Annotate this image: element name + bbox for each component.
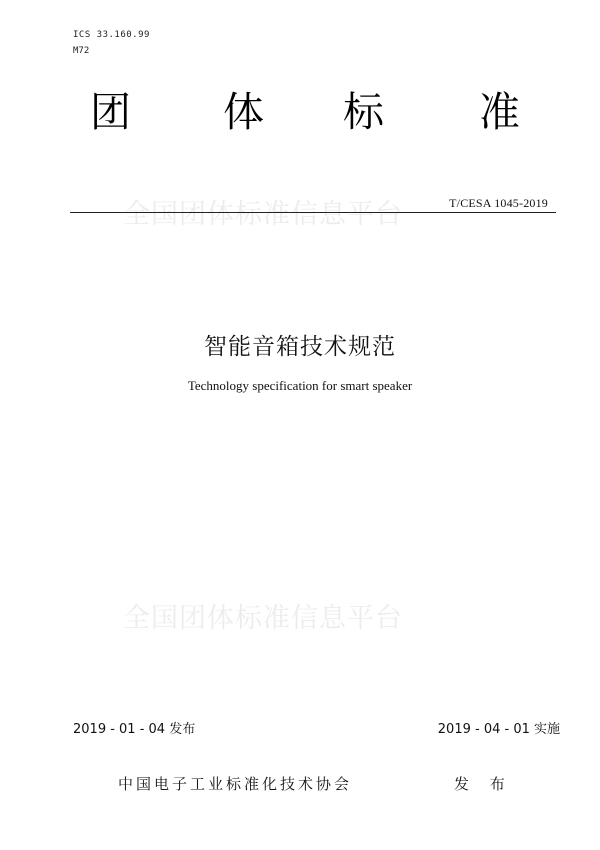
publish-date: 2019 - 01 - 04 发布: [73, 722, 196, 737]
issuing-organization: 中国电子工业标准化技术协会: [118, 775, 353, 793]
issue-label: 发 布: [454, 775, 513, 793]
header-divider: [70, 212, 556, 213]
document-title-english: Technology specification for smart speaker: [187, 378, 413, 393]
watermark-top: 全国团体标准信息平台: [123, 199, 403, 230]
classification-code: M72: [73, 46, 90, 56]
effective-date: 2019 - 04 - 01 实施: [437, 722, 560, 737]
watermark-bottom: 全国团体标准信息平台: [123, 603, 403, 634]
document-title-chinese: 智能音箱技术规范: [204, 334, 396, 360]
standard-type-char-2: 体: [223, 88, 264, 136]
standard-number: T/CESA 1045-2019: [449, 196, 548, 210]
standard-type-char-1: 团: [90, 88, 131, 136]
ics-code: ICS 33.160.99: [73, 30, 150, 40]
standard-type-char-3: 标: [343, 88, 384, 136]
standard-type-char-4: 准: [479, 88, 520, 136]
